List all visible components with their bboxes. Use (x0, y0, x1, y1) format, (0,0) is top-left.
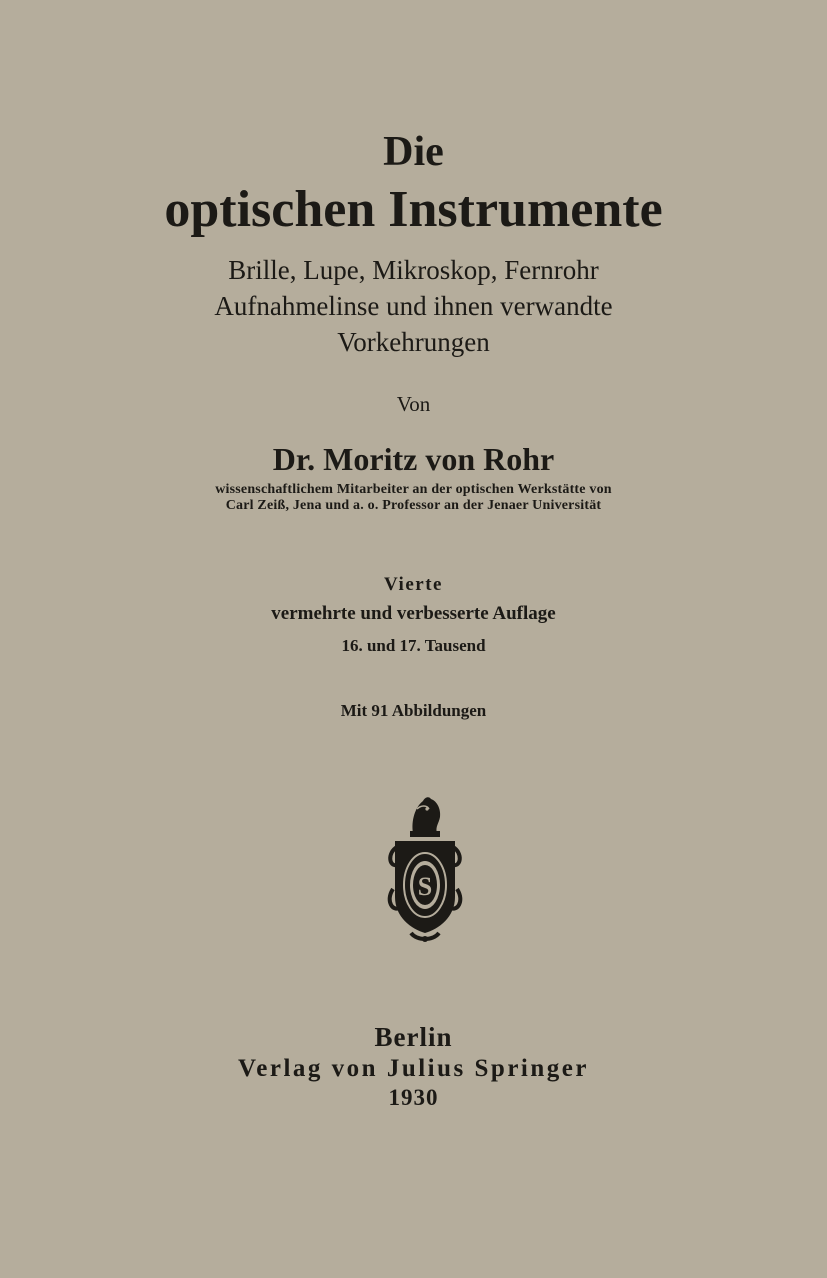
author-affiliation-line-2: Carl Zeiß, Jena und a. o. Professor an der Jenaer Universität (225, 498, 602, 513)
subtitle-line-1: Brille, Lupe, Mikroskop, Fernrohr (228, 255, 599, 285)
edition-line-3: 16. und 17. Tausend (341, 636, 486, 655)
subtitle-line-3: Vorkehrungen (337, 327, 490, 357)
illustrations-note: Mit 91 Abbildungen (340, 701, 487, 720)
author-name: Dr. Moritz von Rohr (272, 441, 555, 477)
emblem-letter: S (417, 872, 433, 901)
subtitle-line-2: Aufnahmelinse und ihnen verwandte (214, 291, 613, 321)
by-label: Von (396, 392, 431, 416)
publisher-name: Verlag von Julius Springer (238, 1055, 589, 1082)
publication-year: 1930 (388, 1085, 439, 1110)
springer-knight-emblem-icon (383, 793, 467, 945)
edition-line-2: vermehrte und verbesserte Auflage (271, 603, 556, 624)
edition-line-1: Vierte (384, 574, 443, 595)
title-line-1: Die (383, 129, 444, 175)
title-line-2: optischen Instrumente (164, 181, 663, 238)
publisher-city: Berlin (374, 1022, 453, 1052)
author-affiliation-line-1: wissenschaftlichem Mitarbeiter an der optischen Werkstätte von (215, 482, 612, 497)
